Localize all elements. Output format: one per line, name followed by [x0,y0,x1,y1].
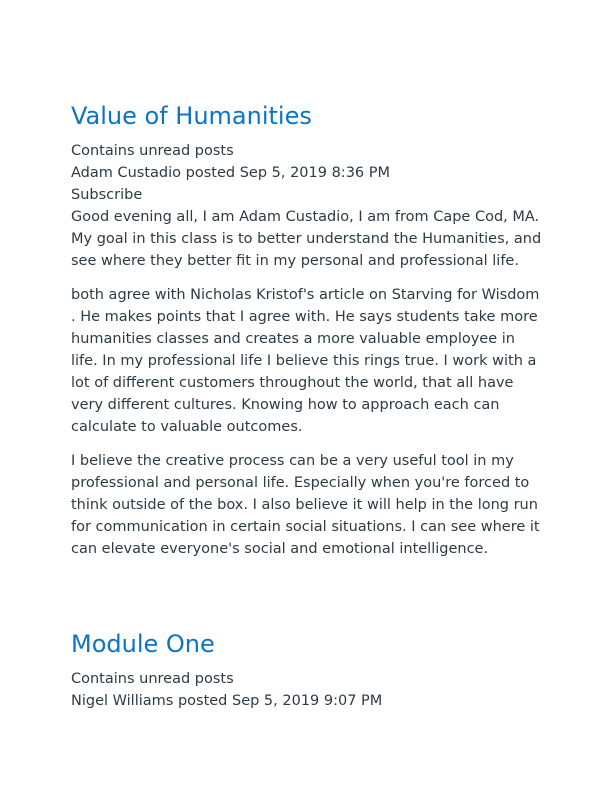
post-paragraph: I believe the creative process can be a very useful tool in my professional and personal life. Especially when you're forced to think outside of the box. I also believe it will help in the long run for communication in certain social situations. I can see where it can elevate everyone's social and emotional intelligence. [71,453,540,557]
post-paragraph: Good evening all, I am Adam Custadio, I am from Cape Cod, MA. My goal in this class is to better understand the Humanities, and see where they better fit in my personal and professional life. [71,209,542,269]
post-title-link[interactable]: Value of Humanities [71,102,312,130]
subscribe-button[interactable]: Subscribe [71,187,143,203]
discussion-post [71,98,546,572]
unread-status: Contains unread posts [71,671,234,687]
unread-status: Contains unread posts [71,143,234,159]
post-paragraph: both agree with Nicholas Kristof's article on Starving for Wisdom . He makes points that I agree with. He says students take more humanities classes and creates a more valuable employee in life. In my professional life I believe this rings true. I work with a lot of different customers throughout the world, that all have very different cultures. Knowing how to approach each can calculate to valuable outcomes. [71,287,540,435]
discussion-post [71,626,546,712]
post-body [71,206,546,560]
post-title-link[interactable]: Module One [71,630,215,658]
post-byline: Nigel Williams posted Sep 5, 2019 9:07 PM [71,693,383,709]
post-byline: Adam Custadio posted Sep 5, 2019 8:36 PM [71,165,391,181]
